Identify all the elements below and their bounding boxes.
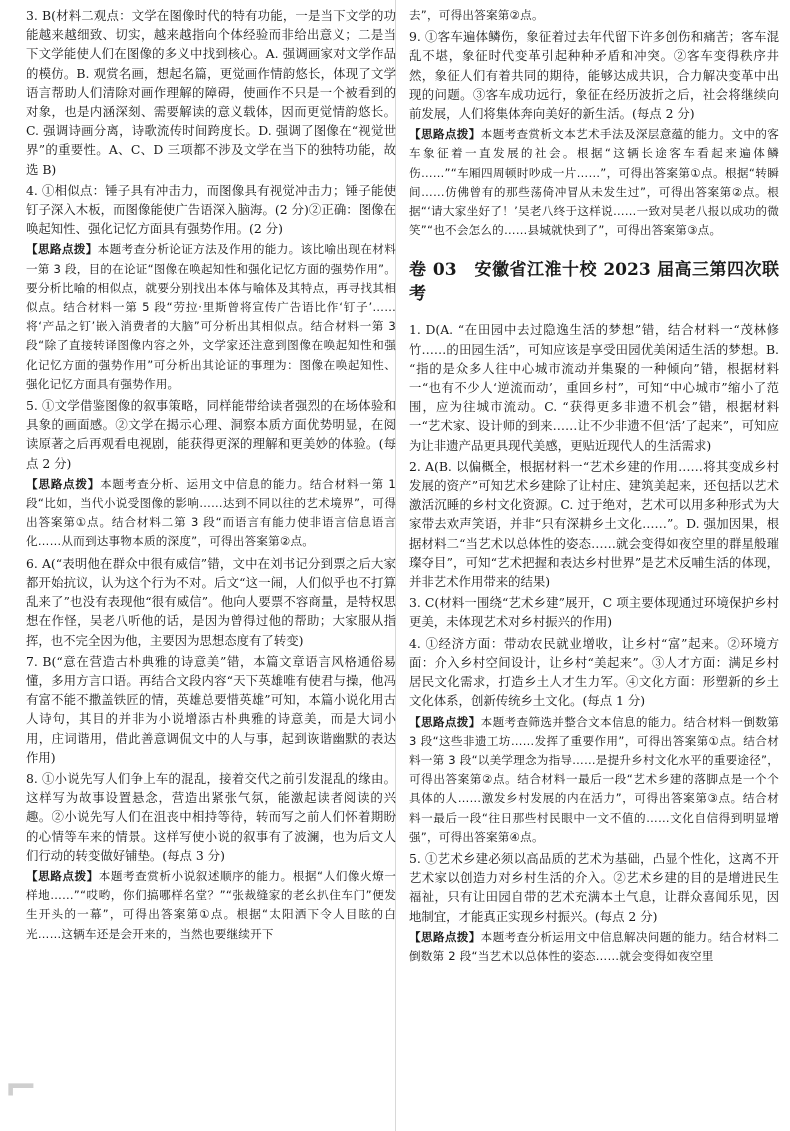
answer-4b: 4. ①经济方面：带动农民就业增收，让乡村“富”起来。②环境方面：介入乡村空间设计，让乡村“美起来”。③人才方面：满足乡村居民文化需求，打造乡土人才生力军。④文化方面：形塑新的乡土文化体系，创新传统乡土文化。(每点 1 分) [409,635,779,709]
answer-5: 5. ①文学借鉴图像的叙事策略，同样能带给读者强烈的在场体验和具象的画面感。②文学在揭示心理、洞察本质方面优势明显，在阅读原著之后再观看电视剧，能获得更深的理解和更美妙的体验。(每点 2 分) [26,398,396,471]
tip-continuation: 去”，可得出答案第②点。 [409,8,544,22]
tip-block-5 [409,713,779,847]
answer-1: 1. D(A. “在田园中去过隐逸生活的梦想”错，结合材料一“茂林修竹……的田园生活”，可知应该是享受田园优美闲适生活的梦想。B. “指的是众多人往中心城市流动并集聚的一种倾向”错，根据材料一“也有不少人‘逆流而动’，重回乡村”，可知“中心城市”缩小了范围，应为往城市流动。C. “获得更多非遗不机会”错，根据材料一“艺术家、设计师的到来……让不少非遗不但‘活’了起来”，可知应为让非遗产品更具现代美感，更贴近现代人的生活需求) [409,322,779,453]
tip-block-1 [26,240,396,394]
page-corner-mark-icon: ⌐ [4,1065,38,1111]
answer-5b: 5. ①艺术乡建必须以高品质的艺术为基础，凸显个性化，这离不开艺术家以创造力对乡村生活的介入。②艺术乡建的目的是增进民生福祉，只有让田园自带的艺术充满本土气息，让群众喜闻乐见，因地制宜，才能真正实现乡村振兴。(每点 2 分) [409,850,779,924]
tip-block-6 [409,928,779,966]
tip-block-3 [26,867,396,944]
answer-3b: 3. C(材料一围绕“艺术乡建”展开，C 项主要体现通过环境保护乡村更美，未体现艺术对乡村振兴的作用) [409,595,779,630]
tip-text: 本题考查赏析文本艺术手法及深层意蕴的能力。文中的客车象征着一直发展的社会。根据“这辆长途客车看起来遍体鳞伤……”“车厢四周顿时吵成一片……”，可得出答案第①点。根据“转瞬间……仿佛曾有的那些荡倚冲冒从未发生过”，可得出答案第②点。根据“‘请大家坐好了！’吴老八终于这样说……一致对吴老八报以成功的微笑”“也不会怎么的……县城就快到了”，可得出答案第③点。 [409,127,779,238]
answer-7: 7. B(“意在营造古朴典雅的诗意美”错，本篇文章语言风格通俗易懂，多用方言口语。再结合文段内容“天下英雄唯有使君与操，他冯有富不能不撒盖铁匠的情，英雄总要惜英雄”可知，本篇小说化用古人诗句，其目的并非为小说增添古朴典雅的诗意美，而是大词小用，庄词谐用，借此善意调侃文中的人与事，起到诙谐幽默的表达作用) [26,653,396,765]
answer-6: 6. A(“表明他在群众中很有威信”错，文中在刘书记分到票之后大家都开始抗议，认为这个行为不对。后文“这一闹，人们似乎也不打算乱来了”也没有表现他“很有威信”。他向人要票不容商量，是特权思想在作怪，吴老八听他的话，是因为曾得过他的帮助；大家服从指挥，也不完全因为他，主要因为思想态度有了转变) [26,555,396,648]
tip-text: 本题考查分析论证方法及作用的能力。该比喻出现在材料一第 3 段，目的在论证“图像在唤起知性和强化记忆方面的强势作用”。要分析比喻的相似点，就要分别找出本体与喻体及其特点，再寻找其相似点。结合材料一第 5 段“劳拉·里斯曾将宣传广告语比作‘钉子’……将‘产品之钉’嵌入消费者的大脑”可分析出其相似点。结合材料一第 3 段“除了直接转译图像内容之外，文学家还注意到图像在唤起知性和强化记忆方面的强势作用”可分析出其论证的事理为：图像在唤起知性、强化记忆方面具有强势作用。 [26,242,396,391]
answer-9: 9. ①客车遍体鳞伤，象征着过去年代留下许多创伤和痛苦；客车混乱不堪，象征时代变革引起种种矛盾和冲突。②客车变得秩序井然，象征人们有着共同的期待，能够达成共识，合力解决变革中出现的问题。③客车成功远行，象征在经历波折之后，社会将继续向前发展，人们将集体奔向美好的新生活。(每点 2 分) [409,29,779,122]
tip-text: 本题考查筛选并整合文本信息的能力。结合材料一倒数第 3 段“这些非遗工坊……发挥了重要作用”，可得出答案第①点。结合材料一第 3 段“以美学理念为指导……是提升乡村文化水平的重要途径”，可得出答案第②点。结合材料一最后一段“艺术乡建的落脚点是一个个具体的人……激发乡村发展的内在活力”，可得出答案第③点。结合材料一最后一段“往日那些村民眼中一文不值的……文化自信得到明显增强”，可得出答案第④点。 [409,714,779,844]
right-column [409,6,779,968]
tip-label: 【思路点拨】 [409,929,481,944]
tip-label: 【思路点拨】 [409,127,481,142]
answer-4: 4. ①相似点：锤子具有冲击力，而图像具有视觉冲击力；锤子能使钉子深入木板，而图像能使广告语深入脑海。(2 分)②正确：图像在唤起知性、强化记忆方面具有强势作用。(2 分) [26,182,396,237]
tip-text: 本题考查分析运用文中信息解决问题的能力。结合材料二倒数第 2 段“当艺术以总体性的姿态……就会变得如夜空里 [409,929,779,963]
tip-label: 【思路点拨】 [26,476,101,491]
answer-2: 2. A(B. 以偏概全，根据材料一“艺术乡建的作用……将其变成乡村发展的资产”可知艺术乡建除了让村庄、建筑美起来，还包括以艺术激活沉睡的乡村文化资源。C. 过于绝对，艺术可以用多种形式为大家带去欢声笑语，并非“只有深耕乡土文化……”。D. 强加因果，根据材料二“当艺术以总体性的姿态……就会变得如夜空里的群星般璀璨夺目”，可知“艺术把握和表达乡村世界”是艺术反哺生活的体现，并非艺术作用带来的结果) [409,458,779,590]
tip-block-2 [26,475,396,552]
tip-block-4 [409,125,779,240]
left-column [26,6,396,946]
answer-3: 3. B(材料二观点：文学在图像时代的特有功能，一是当下文学的功能越来越细致、切实，越来越指向个体经验而非给出意义；二是当下文学能使人们在图像的多义中找到核心。A. 强调画家对文学作品的模仿。B. 观赏名画，想起名篇，更觉画作情韵悠长，体现了文学语言帮助人们清除对画作理解的障碍，使画作不只是一个被看到的对象，也是内涵深刻、需要解读的意义载体，因而更觉情韵悠长。C. 强调诗画分离，诗歌流传时间跨度长。D. 强调了图像在“视觉世界”的重要性。A、C、D 三项都不涉及文学在当下的独特功能，故选 B) [26,8,396,177]
section-heading: 卷 03 安徽省江淮十校 2023 届高三第四次联考 [409,260,779,305]
tip-label: 【思路点拨】 [26,868,99,883]
tip-text: 本题考查分析、运用文中信息的能力。结合材料一第 1 段“比如，当代小说受图像的影响……达到不同以往的艺术境界”，可得出答案第①点。结合材料二第 3 段“而语言有能力使非语言信息语言化……从而到达事物本质的深度”，可得出答案第②点。 [26,476,396,549]
answer-8: 8. ①小说先写人们争上车的混乱，接着交代之前引发混乱的缘由。这样写为故事设置悬念，营造出紧张气氛，能激起读者阅读的兴趣。②小说先写人们在沮丧中相持等待，转而写之前人们怀着期盼的心情等车来的情景。这样写使小说的叙事有了波澜，也为后文人们行动的转变做好铺垫。(每点 3 分) [26,770,396,863]
tip-label: 【思路点拨】 [409,714,481,729]
tip-label: 【思路点拨】 [26,242,98,257]
tip-text: 本题考查赏析小说叙述顺序的能力。根据“人们像火燎一样地……”“哎哟，你们搞哪样名堂？”“张裁缝家的老幺扒住车门”便发生开头的一幕”，可得出答案第①点。根据“太阳洒下令人目眩的白光……这辆车还是会开来的，当然也要继续开下 [26,868,396,941]
